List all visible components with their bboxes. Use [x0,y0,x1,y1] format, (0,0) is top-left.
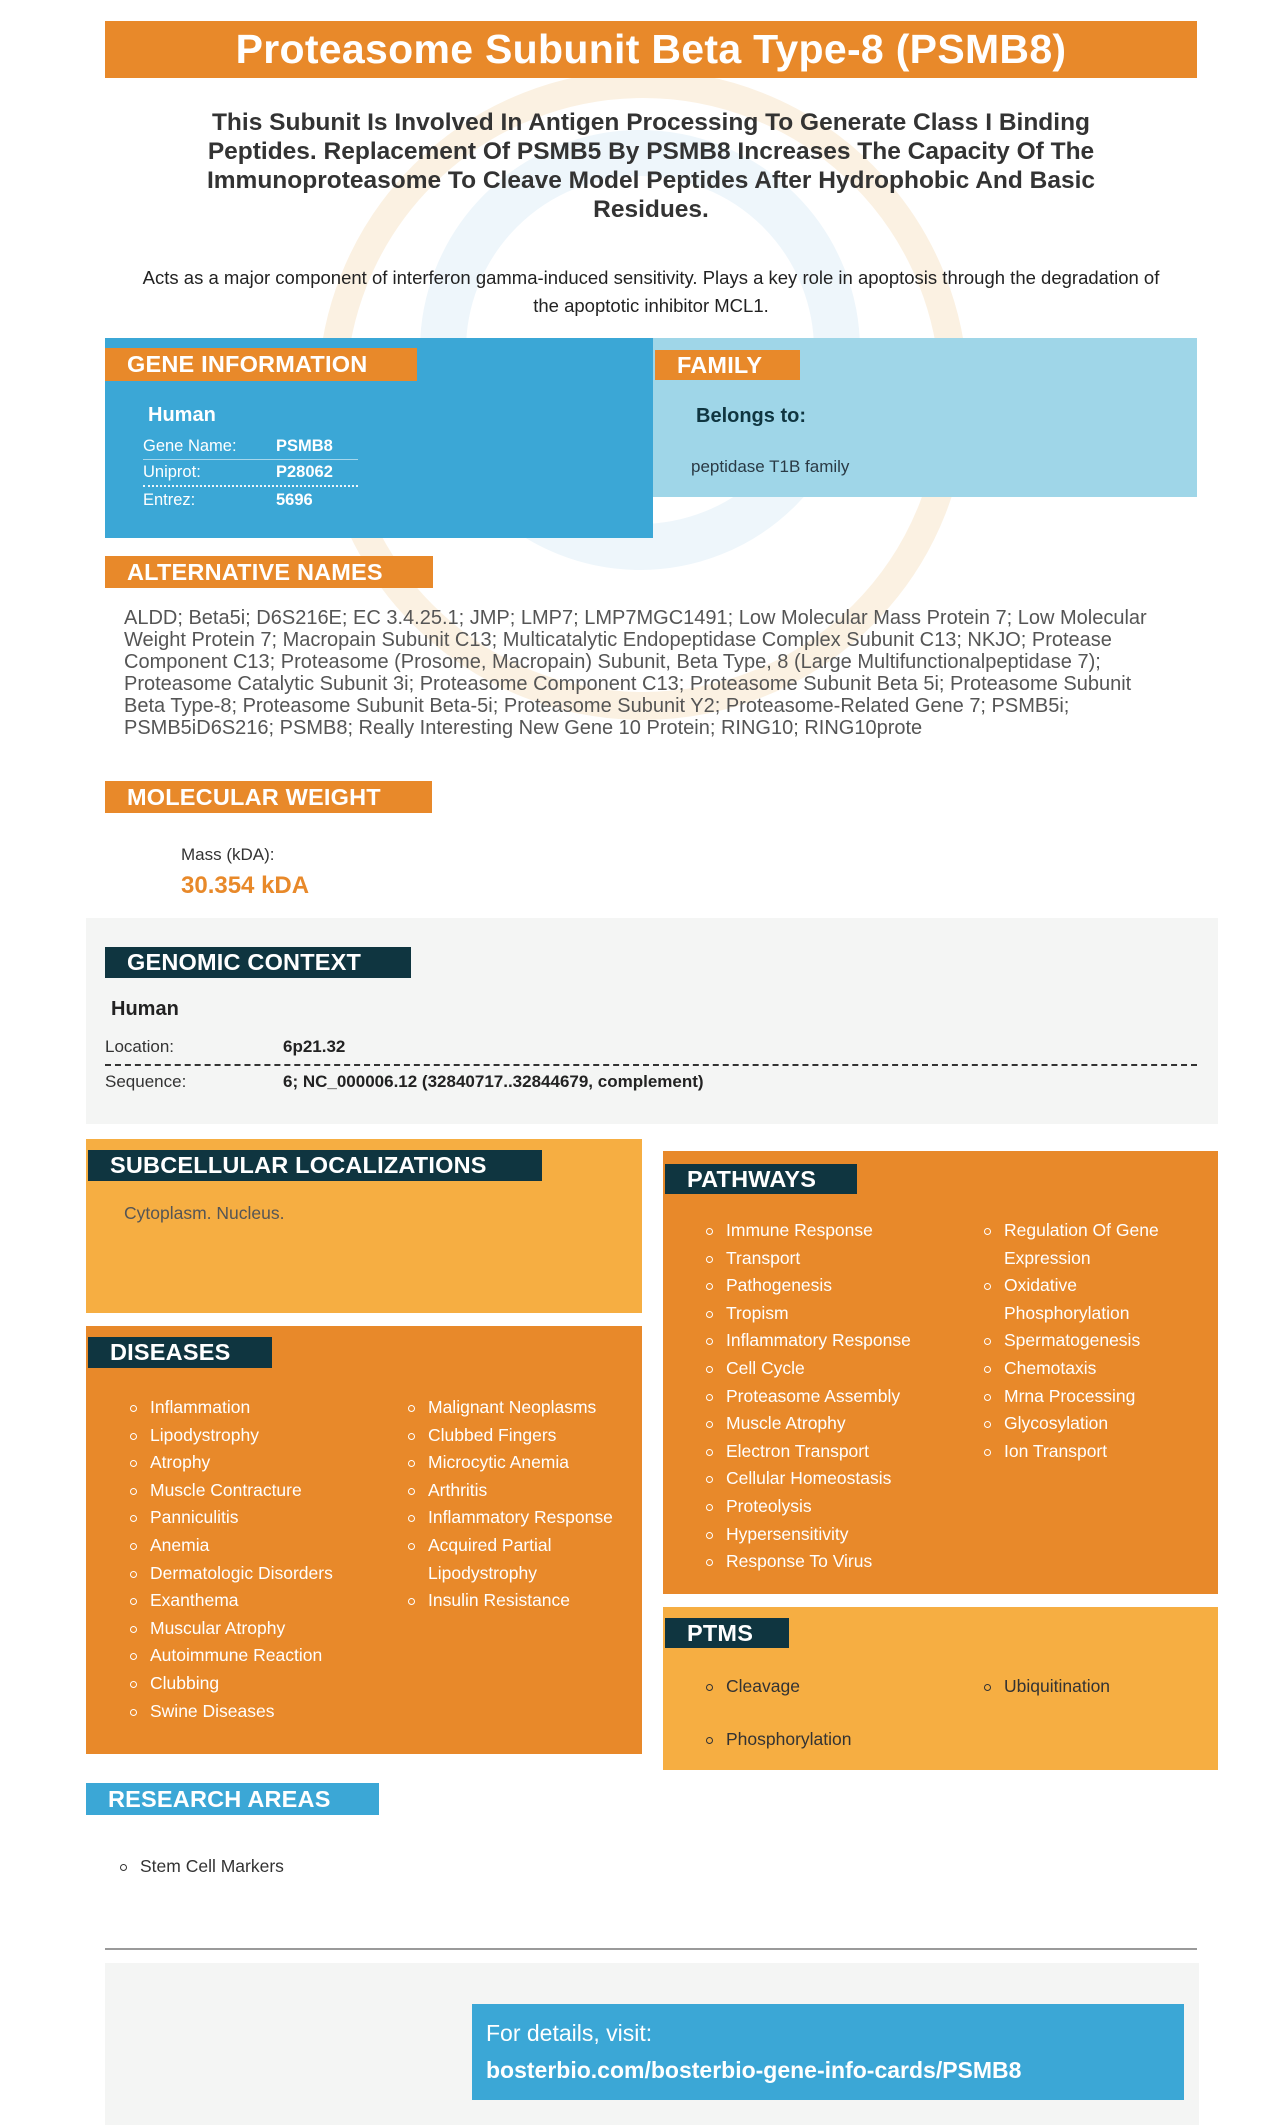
disease-item: Acquired Partial [408,1532,613,1560]
gene-name-value: PSMB8 [276,436,333,455]
alt-names-line: Component C13; Proteasome (Prosome, Macropain) Subunit, Beta Type, 8 (Large Multifunctionalpeptidase 7); [124,651,1101,673]
ptms-list-right [984,1673,1110,1701]
genomic-species: Human [111,998,179,1020]
diseases-header: DISEASES [88,1337,272,1368]
gene-information-panel [105,338,653,538]
pathway-item: Tropism [706,1300,911,1328]
disease-item: Inflammatory Response [408,1504,613,1532]
subcellular-panel [86,1139,642,1313]
pathway-item: Immune Response [706,1217,911,1245]
page-title: Proteasome Subunit Beta Type-8 (PSMB8) [235,26,1067,72]
sequence-label: Sequence: [105,1072,187,1091]
ptm-item: Cleavage [706,1673,852,1726]
details-link-box[interactable] [472,2004,1184,2100]
pathway-item: Cell Cycle [706,1355,911,1383]
disease-item: Insulin Resistance [408,1587,613,1615]
alternative-names-text [124,607,1194,739]
gene-name-label: Gene Name: [143,436,237,455]
entrez-value: 5696 [276,491,313,509]
pathway-item: Chemotaxis [984,1355,1159,1383]
dashed-divider [105,1064,1197,1066]
diseases-list-left [130,1394,333,1725]
pathways-list-right [984,1217,1159,1465]
pathways-panel [663,1151,1218,1594]
disease-item-continued: Lipodystrophy [428,1562,537,1583]
disease-item: Clubbing [130,1670,333,1698]
pathway-item: Proteasome Assembly [706,1383,911,1411]
disease-item: Atrophy [130,1449,333,1477]
alt-names-line: Proteasome Catalytic Subunit 3i; Proteasome Component C13; Proteasome Subunit Beta 5i; Proteasome Subunit [124,673,1132,695]
ptms-header: PTMS [665,1618,789,1648]
research-areas-header: RESEARCH AREAS [86,1783,379,1815]
function-summary: This Subunit Is Involved In Antigen Processing To Generate Class I Binding Peptides. Replacement Of PSMB5 By PSMB8 Increases The Capacity Of The Immunoproteasome To Cleave Model Peptides After Hydrophobic And Basic Residues. [206,109,1096,223]
diseases-panel [86,1326,642,1754]
pathway-item: Proteolysis [706,1493,911,1521]
pathway-item: Response To Virus [706,1548,911,1576]
pathway-item-continued: Phosphorylation [1004,1302,1130,1323]
disease-item: Arthritis [408,1477,613,1505]
pathway-item: Spermatogenesis [984,1327,1159,1355]
pathway-item: Transport [706,1245,911,1273]
family-belongs-label: Belongs to: [696,405,806,427]
gene-name-row [143,433,358,460]
disease-item: Muscle Contracture [130,1477,333,1505]
disease-item: Clubbed Fingers [408,1422,613,1450]
pathways-list-left [706,1217,911,1576]
location-label: Location: [105,1037,174,1056]
alt-names-line: Weight Protein 7; Macropain Subunit C13; Multicatalytic Endopeptidase Complex Subunit C13; NKJO; Protease [124,629,1112,651]
function-description: Acts as a major component of interferon gamma-induced sensitivity. Plays a key role in apoptosis through the degradation of the apoptotic inhibitor MCL1. [142,267,1160,316]
details-label: For details, visit: [486,2020,653,2046]
entrez-row [143,487,358,514]
disease-item: Muscular Atrophy [130,1615,333,1643]
subcellular-header: SUBCELLULAR LOCALIZATIONS [88,1150,542,1181]
family-value: peptidase T1B family [691,457,850,476]
pathway-item: Regulation Of Gene [984,1217,1159,1245]
disease-item: Inflammation [130,1394,333,1422]
mass-label: Mass (kDA): [181,845,275,864]
pathway-item: Glycosylation [984,1410,1159,1438]
pathway-item: Inflammatory Response [706,1327,911,1355]
disease-item: Swine Diseases [130,1698,333,1726]
disease-item: Microcytic Anemia [408,1449,613,1477]
genomic-context-panel [86,918,1218,1124]
ptms-list-left [706,1673,852,1754]
molecular-weight-header: MOLECULAR WEIGHT [105,781,432,813]
family-panel [653,338,1197,497]
disease-item: Malignant Neoplasms [408,1394,613,1422]
disease-item: Panniculitis [130,1504,333,1532]
research-area-item: Stem Cell Markers [120,1853,284,1881]
pathway-item: Cellular Homeostasis [706,1465,911,1493]
subcellular-value: Cytoplasm. Nucleus. [124,1203,285,1223]
disease-item: Autoimmune Reaction [130,1642,333,1670]
gene-species: Human [148,404,216,426]
uniprot-value: P28062 [276,463,333,481]
ptms-panel [663,1607,1218,1770]
alt-names-line: Beta Type-8; Proteasome Subunit Beta-5i; Proteasome Subunit Y2; Proteasome-Related Gene 7; PSMB5i; [124,695,1070,717]
gene-info-table [143,433,358,514]
family-header: FAMILY [655,350,800,380]
alt-names-line: ALDD; Beta5i; D6S216E; EC 3.4.25.1; JMP; LMP7; LMP7MGC1491; Low Molecular Mass Protein 7; Low Molecular [124,607,1147,629]
diseases-list-right [408,1394,613,1615]
entrez-label: Entrez: [143,491,196,509]
genomic-context-header: GENOMIC CONTEXT [105,947,411,978]
footer-divider [105,1948,1197,1950]
ptm-item: Ubiquitination [984,1673,1110,1701]
pathway-item: Hypersensitivity [706,1521,911,1549]
alternative-names-header: ALTERNATIVE NAMES [105,556,433,588]
ptm-item: Phosphorylation [706,1726,852,1754]
gene-information-header: GENE INFORMATION [105,348,417,381]
pathway-item: Muscle Atrophy [706,1410,911,1438]
pathways-header: PATHWAYS [665,1164,857,1194]
disease-item: Exanthema [130,1587,333,1615]
pathway-item: Mrna Processing [984,1383,1159,1411]
disease-item: Anemia [130,1532,333,1560]
disease-item: Lipodystrophy [130,1422,333,1450]
pathway-item: Electron Transport [706,1438,911,1466]
location-value: 6p21.32 [283,1037,346,1056]
alt-names-line: PSMB5iD6S216; PSMB8; Really Interesting New Gene 10 Protein; RING10; RING10prote [124,717,923,739]
pathway-item: Ion Transport [984,1438,1159,1466]
uniprot-label: Uniprot: [143,463,201,481]
pathway-item: Oxidative [984,1272,1159,1300]
pathway-item-continued: Expression [1004,1247,1091,1268]
details-url-link[interactable]: bosterbio.com/bosterbio-gene-info-cards/PSMB8 [486,2057,1022,2083]
title-banner [105,21,1197,78]
pathway-item: Pathogenesis [706,1272,911,1300]
uniprot-row [143,460,358,487]
research-areas-list [120,1853,284,1881]
disease-item: Dermatologic Disorders [130,1560,333,1588]
mass-value: 30.354 kDA [181,872,310,899]
sequence-value: 6; NC_000006.12 (32840717..32844679, complement) [283,1072,704,1091]
